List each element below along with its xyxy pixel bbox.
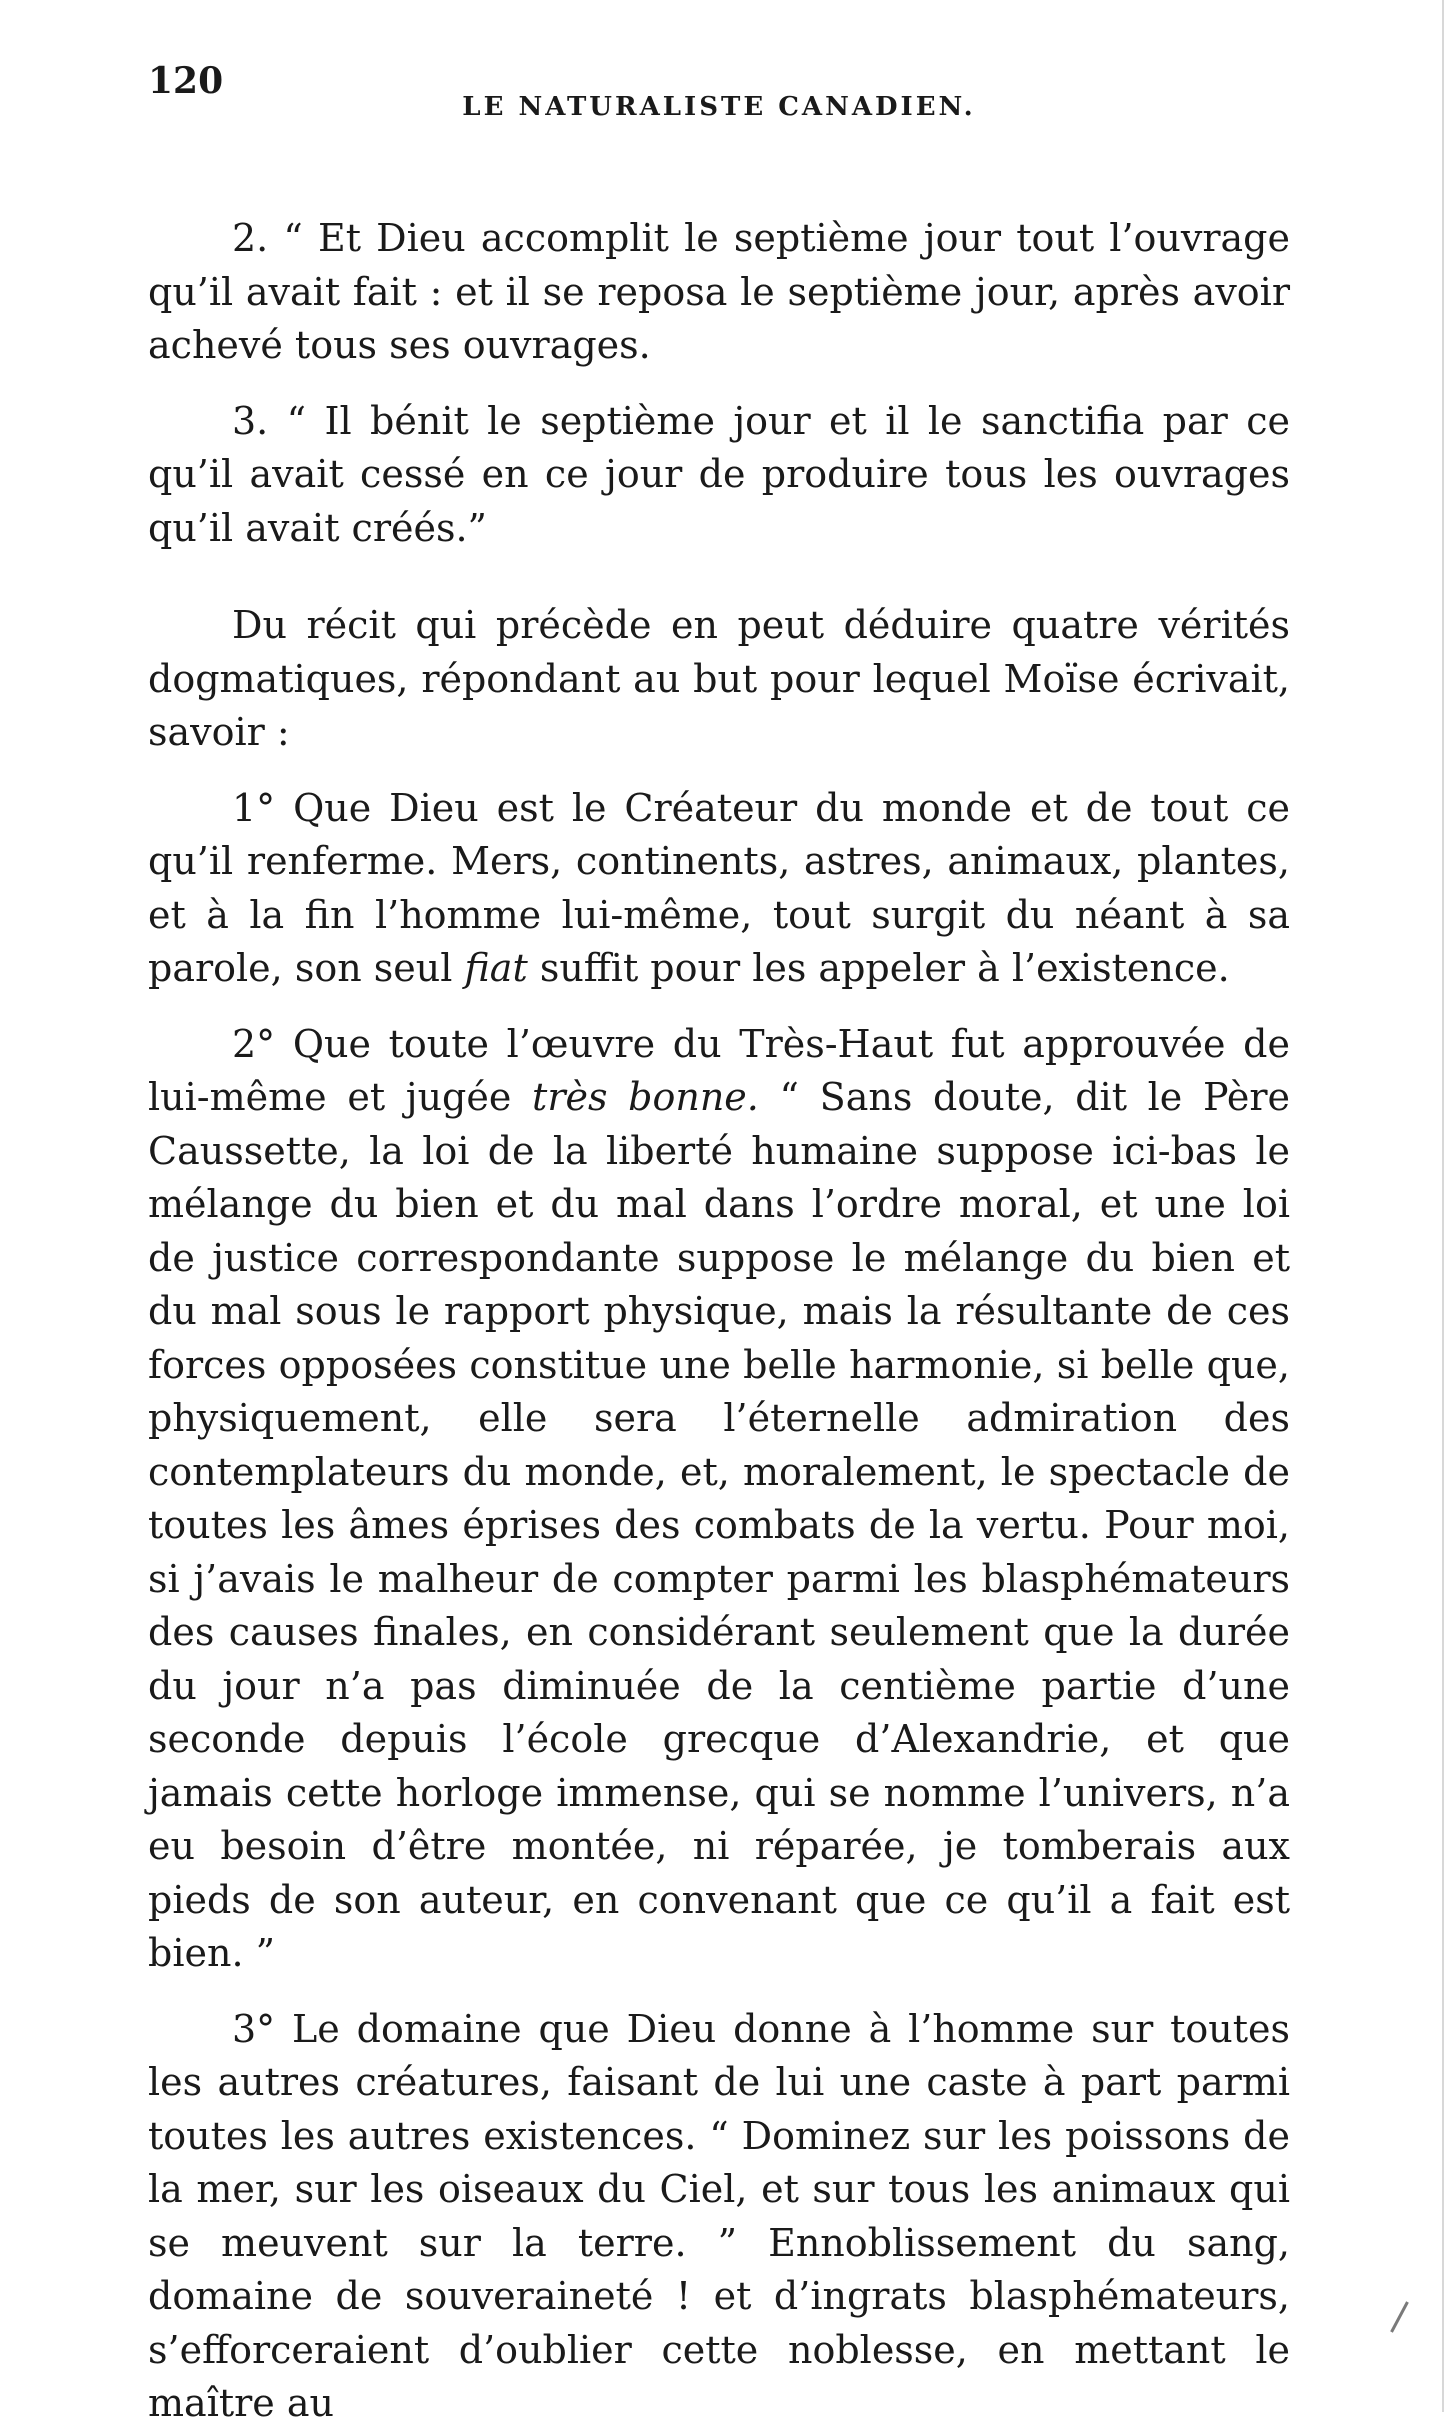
paragraph-verse-3: 3. “ Il bénit le septième jour et il le sanctifia par ce qu’il avait cessé en ce jour de produire tous les ouvrages qu’il avait créés.” (148, 398, 1290, 550)
emphasis-fiat: fiat (464, 946, 528, 990)
paragraph-third-truth: 3° Le domaine que Dieu donne à l’homme sur toutes les autres créatures, faisant de lui une caste à part parmi toutes les autres existences. “ Dominez sur les poissons de la mer, sur les oiseaux du Ciel, et sur tous les animaux qui se meuvent sur la terre. ” Ennoblissement du sang, domaine de souveraineté ! et d’ingrats blasphémateurs, s’efforceraient d’oublier cette noblesse, en mettant le maître au (148, 2006, 1290, 2425)
paragraph-introduction: Du récit qui précède en peut déduire quatre vérités dogmatiques, répondant au but pour lequel Moïse écrivait, savoir : (148, 603, 1290, 754)
paragraph-second-truth (148, 1018, 1290, 1981)
page-number: 120 (148, 60, 224, 102)
margin-pencil-mark (1390, 2301, 1409, 2332)
page-edge-line (1442, 0, 1444, 2412)
running-head (148, 60, 1290, 130)
journal-title: LE NATURALISTE CANADIEN. (462, 92, 976, 122)
paragraph-verse-2: 2. “ Et Dieu accomplit le septième jour tout l’ouvrage qu’il avait fait : et il se reposa le septième jour, après avoir achevé tous ses ouvrages. (148, 216, 1290, 367)
paragraph-text: 2° Que toute l’œuvre du Très-Haut fut approuvée de lui-même et jugée (148, 1021, 1290, 1119)
emphasis-tres-bonne: très bonne. (532, 1075, 759, 1119)
paragraph-text: “ Sans doute, dit le Père Caussette, la loi de la liberté humaine suppose ici-bas le mélange du bien et du mal dans l’ordre moral, et une loi de justice correspondante suppose le mélange du bien et du mal sous le rapport physique, mais la résultante de ces forces opposées constitue une belle harmonie, si belle que, physiquement, elle sera l’éternelle admiration des contemplateurs du monde, et, moralement, le spectacle de toutes les âmes éprises des combats de la vertu. Pour moi, si j’avais le malheur de compter parmi les blasphémateurs des causes finales, en considérant seulement que la durée du jour n’a pas diminuée de la centième partie d’une seconde depuis l’école grecque d’Alexandrie, et que jamais cette horloge immense, qui se nomme l’univers, n’a eu besoin d’être montée, ni réparée, je tomberais aux pieds de son auteur, en convenant que ce qu’il a fait est bien. ” (148, 1075, 1290, 1975)
book-page (148, 60, 1290, 2425)
paragraph-first-truth (148, 782, 1290, 996)
paragraph-text: 1° Que Dieu est le Créateur du monde et de tout ce qu’il renferme. Mers, continents, astres, animaux, plantes, et à la fin l’homme lui-même, tout surgit du néant à sa parole, son seul (148, 785, 1290, 990)
paragraph-text: suffit pour les appeler à l’existence. (527, 946, 1230, 990)
